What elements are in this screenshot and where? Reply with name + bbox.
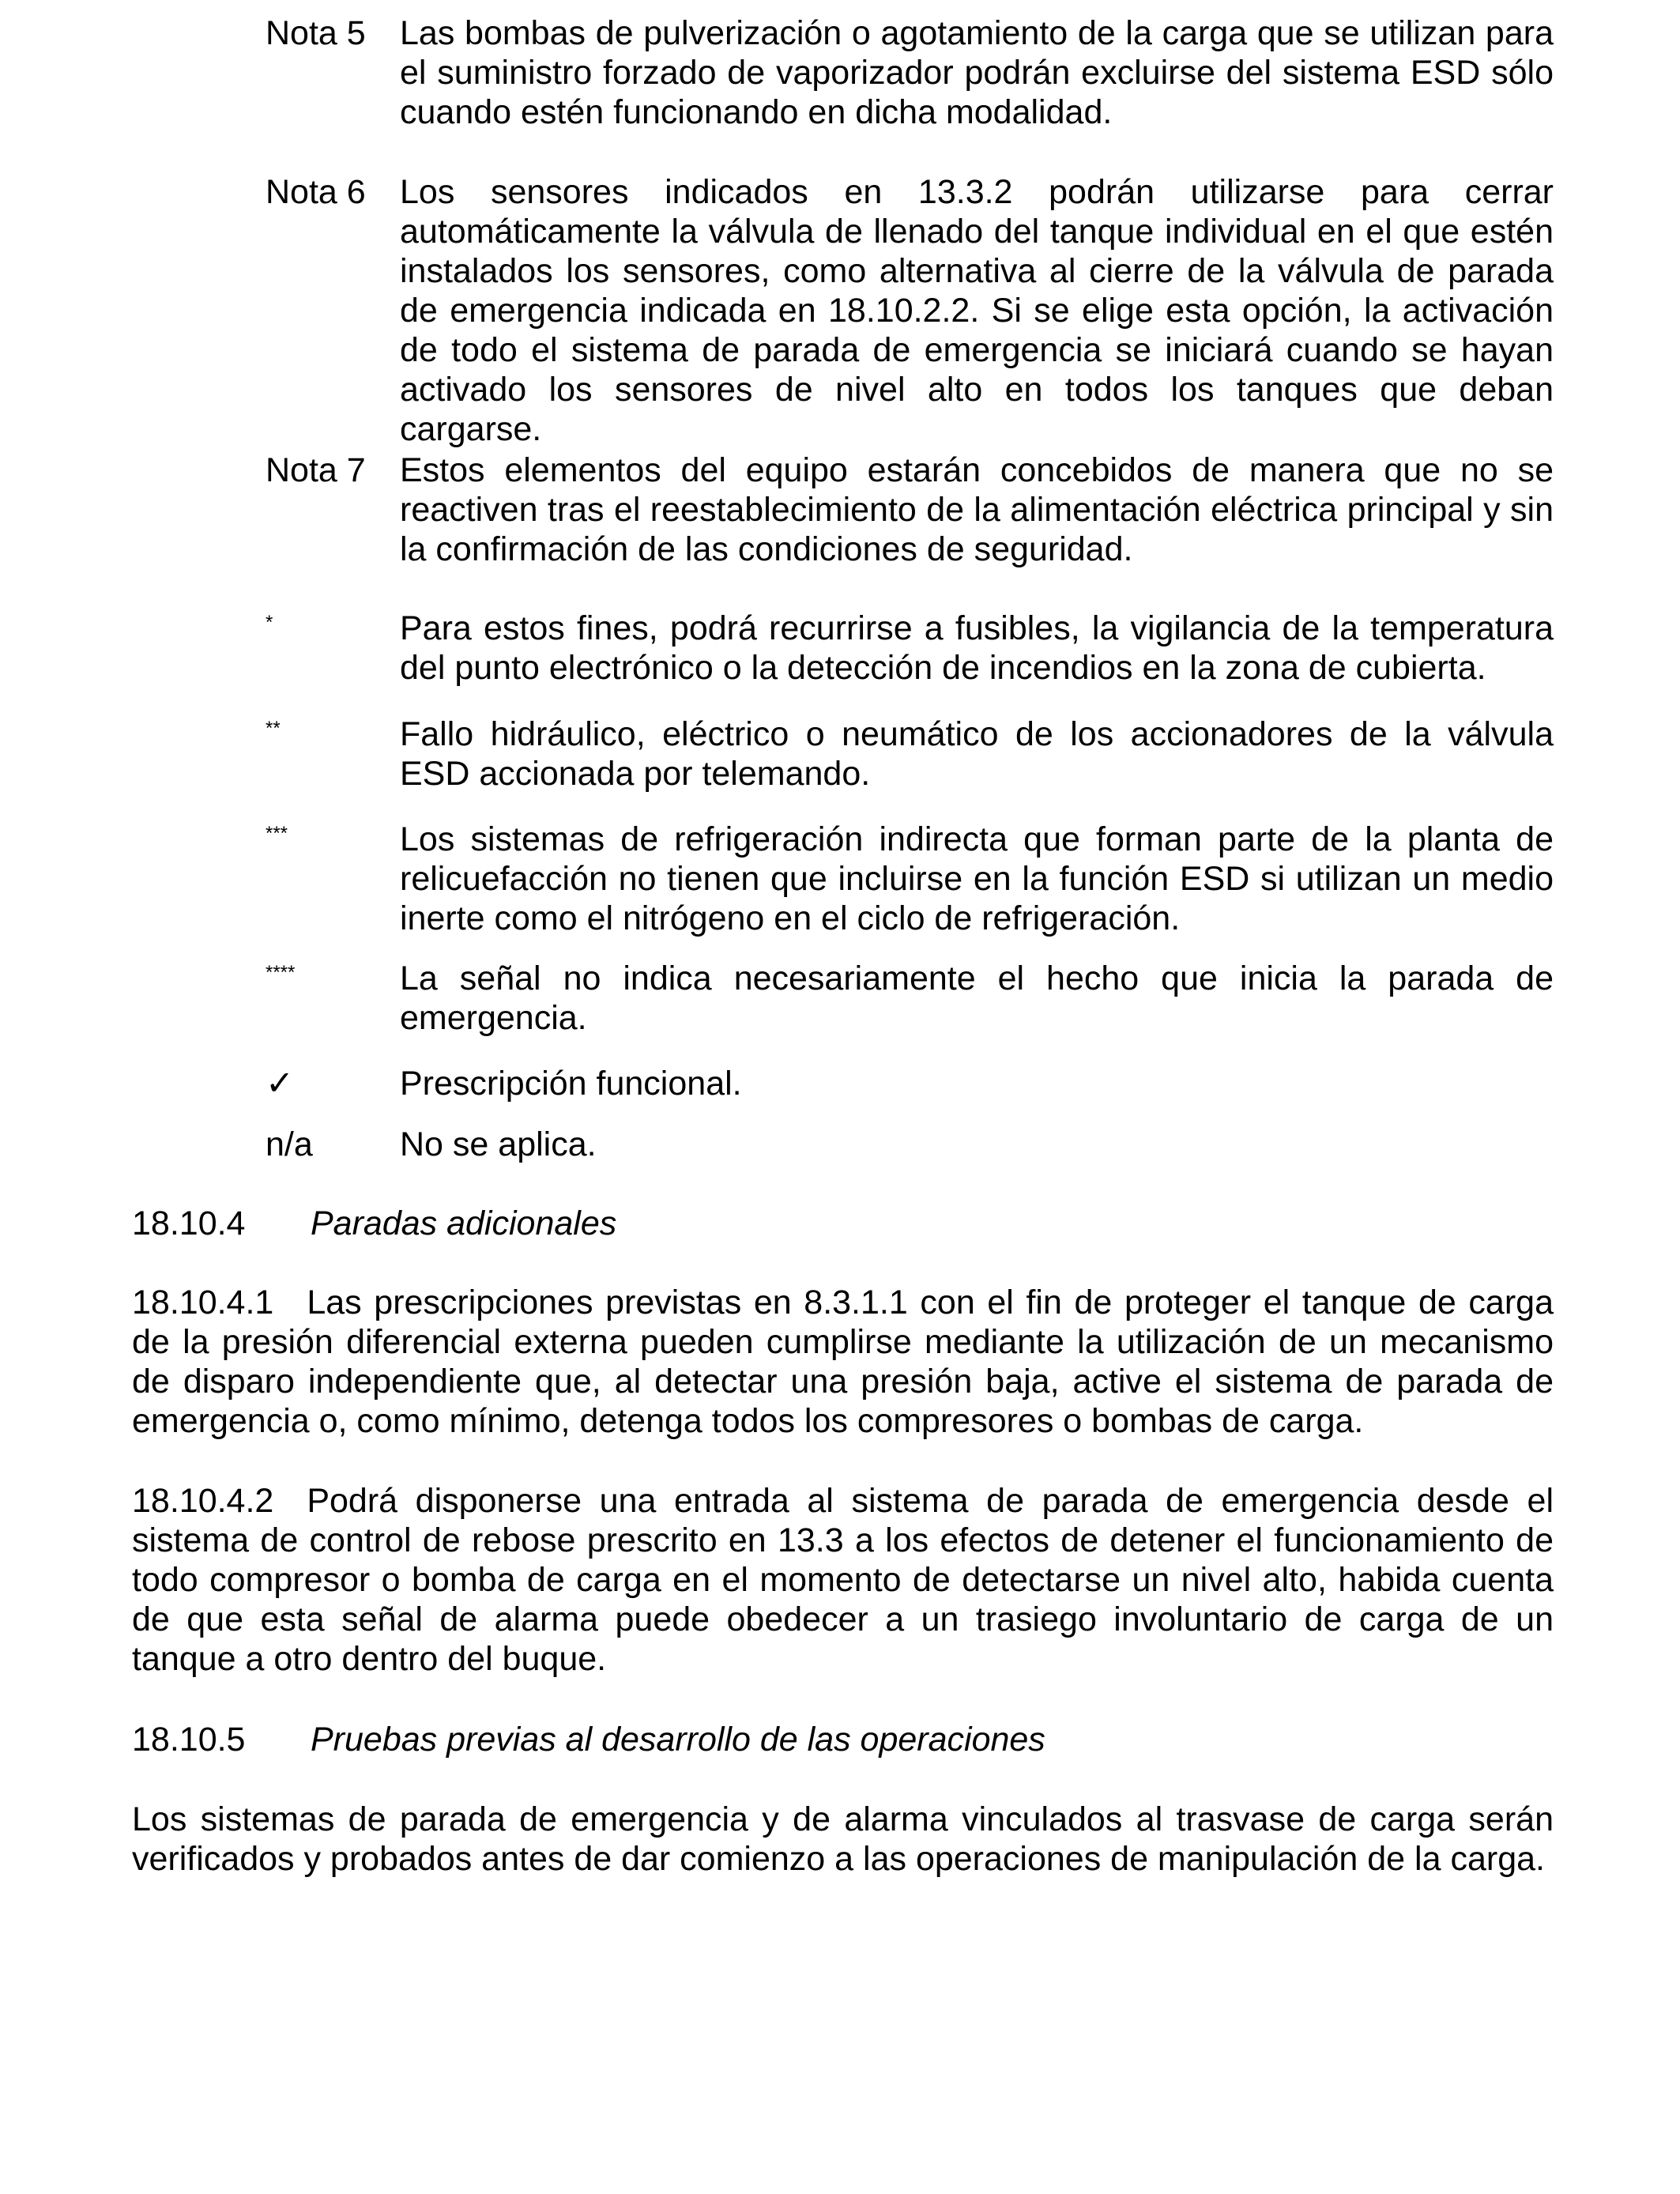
note-label: Nota 5 [266,14,366,52]
section-number: 18.10.4 [132,1204,246,1242]
footnote-marker: **** [266,962,296,983]
section-number: 18.10.5 [132,1721,246,1759]
paragraph-number: 18.10.4.1 [132,1284,274,1321]
footnote-text: La señal no indica necesariamente el hecho que inicia la parada de emergencia. [400,959,1554,1037]
paragraph-text: Podrá disponerse una entrada al sistema de parada de emergencia desde el sistema de control de rebose prescrito en 13.3 a los efectos de detener el funcionamiento de todo compresor o bomba de carga en el momento de detectarse un nivel alto, habida cuenta de que esta señal de alarma puede obedecer a un trasiego involuntario de carga de un tanque a otro dentro del buque. [132,1482,1554,1678]
paragraph-18-10-4-2 [132,1481,1554,1679]
legend-label: n/a [266,1125,313,1163]
note-label: Nota 6 [266,173,366,211]
footnote-text: Para estos fines, podrá recurrirse a fusibles, la vigilancia de la temperatura del punto electrónico o la detección de incendios en la zona de cubierta. [400,609,1554,687]
check-mark-icon: ✓ [266,1065,295,1103]
paragraph-text: Las prescripciones previstas en 8.3.1.1 con el fin de proteger el tanque de carga de la presión diferencial externa pueden cumplirse mediante la utilización de un mecanismo de disparo independiente que, al detectar una presión baja, active el sistema de parada de emergencia o, como mínimo, detenga todos los compresores o bombas de carga. [132,1284,1554,1440]
legend-text: Prescripción funcional. [400,1065,742,1103]
paragraph-text: Los sistemas de parada de emergencia y de alarma vinculados al trasvase de carga serán verificados y probados antes de dar comienzo a las operaciones de manipulación de la carga. [132,1800,1554,1878]
footnote-text: Fallo hidráulico, eléctrico o neumático de los accionadores de la válvula ESD accionada por telemando. [400,715,1554,793]
legend-text: No se aplica. [400,1125,597,1163]
footnote-marker: ** [266,718,281,739]
note-text: Estos elementos del equipo estarán concebidos de manera que no se reactiven tras el reestablecimiento de la alimentación eléctrica principal y sin la confirmación de las condiciones de seguridad. [400,451,1554,568]
footnote-text: Los sistemas de refrigeración indirecta que forman parte de la planta de relicuefacción no tienen que incluirse en la función ESD si utilizan un medio inerte como el nitrógeno en el ciclo de refrigeración. [400,820,1554,937]
footnote-marker: * [266,612,273,633]
paragraph-18-10-5 [132,1800,1554,1879]
paragraph-number: 18.10.4.2 [132,1482,274,1520]
note-text: Las bombas de pulverización o agotamiento de la carga que se utilizan para el suministro forzado de vaporizador podrán excluirse del sistema ESD sólo cuando estén funcionando en dicha modalidad. [400,14,1554,131]
section-title: Pruebas previas al desarrollo de las operaciones [311,1721,1045,1759]
footnote-marker: *** [266,823,288,844]
paragraph-18-10-4-1 [132,1283,1554,1441]
section-title: Paradas adicionales [311,1204,617,1242]
note-label: Nota 7 [266,451,366,489]
note-text: Los sensores indicados en 13.3.2 podrán utilizarse para cerrar automáticamente la válvula de llenado del tanque individual en el que estén instalados los sensores, como alternativa al cierre de la válvula de parada de emergencia indicada en 18.10.2.2. Si se elige esta opción, la activación de todo el sistema de parada de emergencia se iniciará cuando se hayan activado los sensores de nivel alto en todos los tanques que deban cargarse. [400,173,1554,448]
